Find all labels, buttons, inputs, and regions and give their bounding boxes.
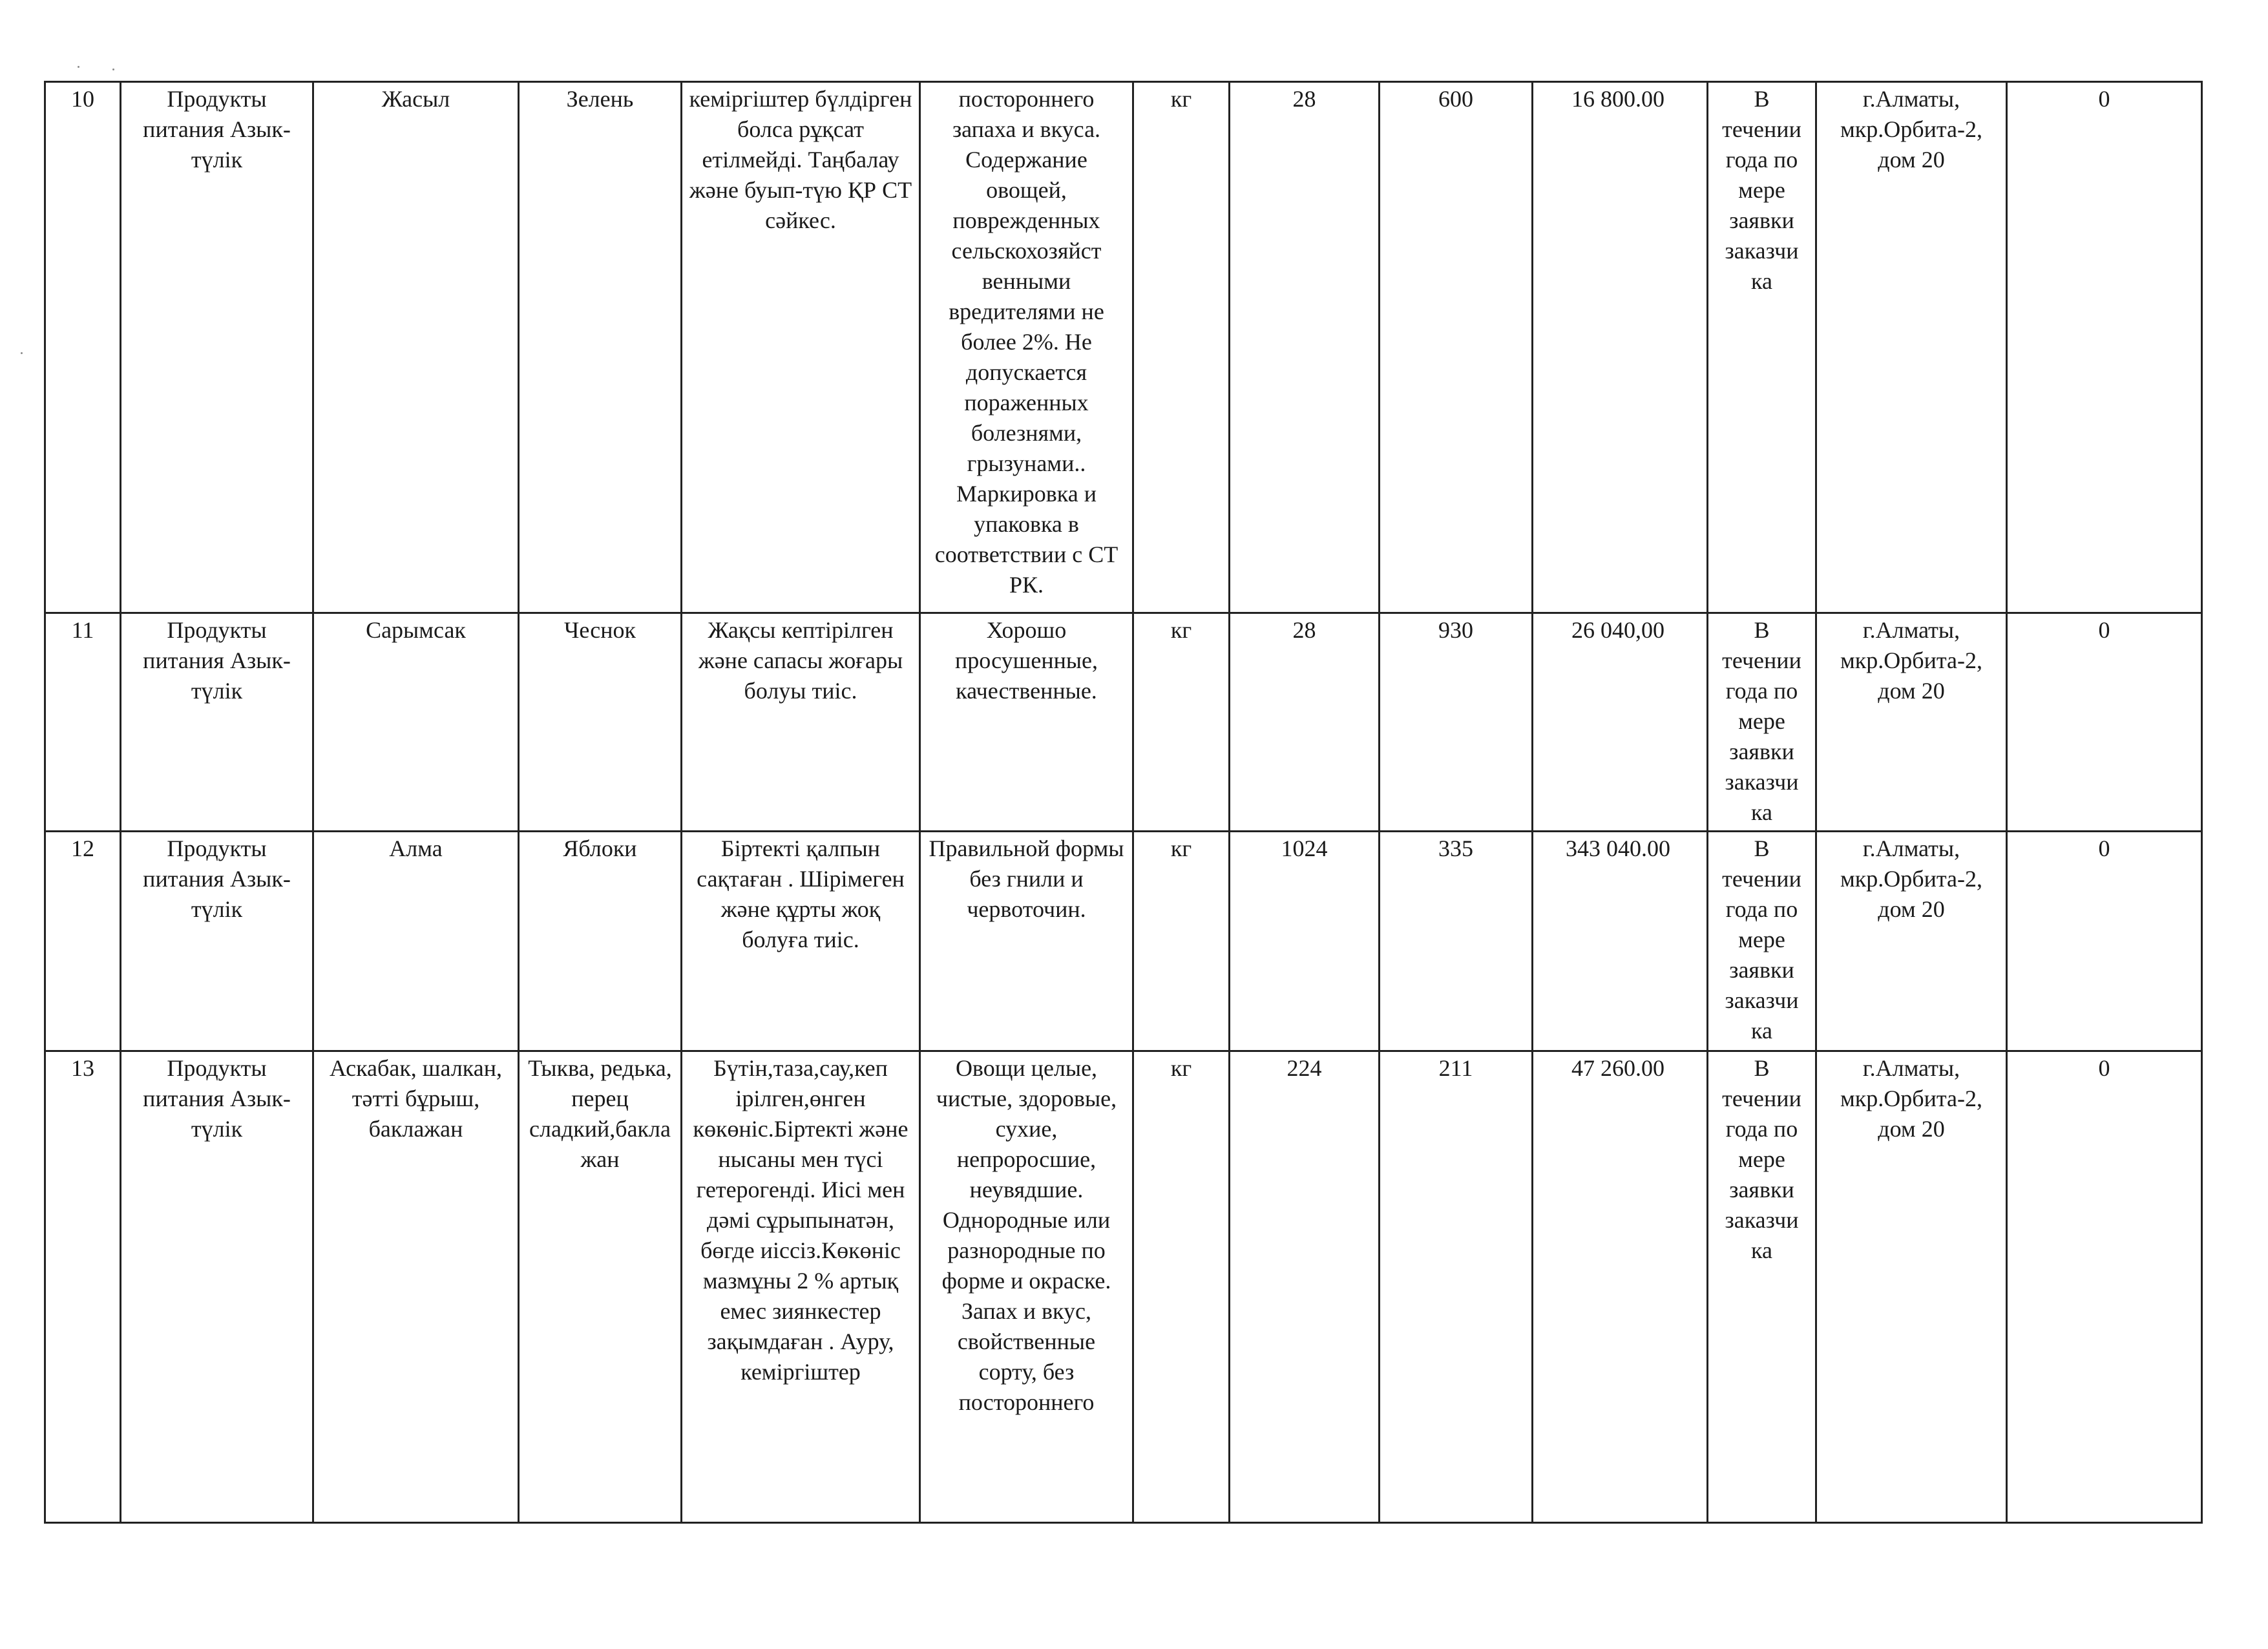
delivery-term-cell: В течении года по мере заявки заказчи ка [1708, 1051, 1816, 1523]
category-cell: Продукты питания Азык-түлік [121, 1051, 313, 1523]
unit-cell: кг [1133, 613, 1230, 832]
unit-cell: кг [1133, 832, 1230, 1051]
description-kz-cell: Жақсы кептірілген және сапасы жоғары болуы тиіс. [682, 613, 920, 832]
description-kz-cell: Бүтін,таза,сау,кеп ірілген,өнген көкөніс.Біртекті және нысаны мен түсі гетерогенді. Иісі мен дәмі сұрыпынатән, бөгде иіссіз.Көкөніс мазмұны 2 % артық емес зиянкестер зақымдаған . Ауру, кеміргіштер [682, 1051, 920, 1523]
row-number: 11 [45, 613, 121, 832]
delivery-term-cell: В течении года по мере заявки заказчи ка [1708, 82, 1816, 613]
category-cell: Продукты питания Азык-түлік [121, 613, 313, 832]
table-row [45, 82, 2202, 613]
price-cell: 930 [1380, 613, 1533, 832]
description-ru-cell: Овощи целые, чистые, здоровые, сухие, непроросшие, неувядшие. Однородные или разнородные по форме и окраске. Запах и вкус, свойственные сорту, без постороннего [920, 1051, 1133, 1523]
description-ru-cell: постороннего запаха и вкуса. Содержание овощей, поврежденных сельскохозяйст венными вредителями не более 2%. Не допускается пораженных болезнями, грызунами.. Маркировка и упаковка в соответствии с СТ РК. [920, 82, 1133, 613]
delivery-place-cell: г.Алматы, мкр.Орбита-2, дом 20 [1816, 832, 2007, 1051]
row-number: 13 [45, 1051, 121, 1523]
price-cell: 211 [1380, 1051, 1533, 1523]
quantity-cell: 224 [1230, 1051, 1380, 1523]
amount-cell: 343 040.00 [1533, 832, 1708, 1051]
name-ru-cell: Чеснок [519, 613, 682, 832]
name-ru-cell: Яблоки [519, 832, 682, 1051]
advance-cell: 0 [2007, 832, 2202, 1051]
scan-speck [21, 352, 23, 354]
category-cell: Продукты питания Азык-түлік [121, 832, 313, 1051]
price-cell: 335 [1380, 832, 1533, 1051]
quantity-cell: 28 [1230, 82, 1380, 613]
advance-cell: 0 [2007, 82, 2202, 613]
advance-cell: 0 [2007, 613, 2202, 832]
description-kz-cell: Біртекті қалпын сақтаған . Шірімеген және құрты жоқ болуға тиіс. [682, 832, 920, 1051]
procurement-table [44, 81, 2203, 1524]
table-row [45, 832, 2202, 1051]
description-kz-cell: кеміргіштер бүлдірген болса рұқсат етілмейді. Таңбалау және буып-түю ҚР СТ сәйкес. [682, 82, 920, 613]
price-cell: 600 [1380, 82, 1533, 613]
amount-cell: 47 260.00 [1533, 1051, 1708, 1523]
name-ru-cell: Тыква, редька, перец сладкий,бакла жан [519, 1051, 682, 1523]
description-ru-cell: Хорошо просушенные, качественные. [920, 613, 1133, 832]
table-row [45, 613, 2202, 832]
name-kz-cell: Сарымсак [313, 613, 519, 832]
delivery-place-cell: г.Алматы, мкр.Орбита-2, дом 20 [1816, 82, 2007, 613]
table-row [45, 1051, 2202, 1523]
unit-cell: кг [1133, 1051, 1230, 1523]
name-kz-cell: Алма [313, 832, 519, 1051]
scan-speck [78, 66, 79, 68]
quantity-cell: 1024 [1230, 832, 1380, 1051]
row-number: 10 [45, 82, 121, 613]
unit-cell: кг [1133, 82, 1230, 613]
advance-cell: 0 [2007, 1051, 2202, 1523]
delivery-place-cell: г.Алматы, мкр.Орбита-2, дом 20 [1816, 613, 2007, 832]
delivery-term-cell: В течении года по мере заявки заказчи ка [1708, 613, 1816, 832]
amount-cell: 26 040,00 [1533, 613, 1708, 832]
name-kz-cell: Аскабак, шалкан, тәтті бұрыш, баклажан [313, 1051, 519, 1523]
delivery-term-cell: В течении года по мере заявки заказчи ка [1708, 832, 1816, 1051]
description-ru-cell: Правильной формы без гнили и червоточин. [920, 832, 1133, 1051]
delivery-place-cell: г.Алматы, мкр.Орбита-2, дом 20 [1816, 1051, 2007, 1523]
name-kz-cell: Жасыл [313, 82, 519, 613]
amount-cell: 16 800.00 [1533, 82, 1708, 613]
quantity-cell: 28 [1230, 613, 1380, 832]
row-number: 12 [45, 832, 121, 1051]
name-ru-cell: Зелень [519, 82, 682, 613]
category-cell: Продукты питания Азык-түлік [121, 82, 313, 613]
scan-speck [112, 68, 114, 70]
